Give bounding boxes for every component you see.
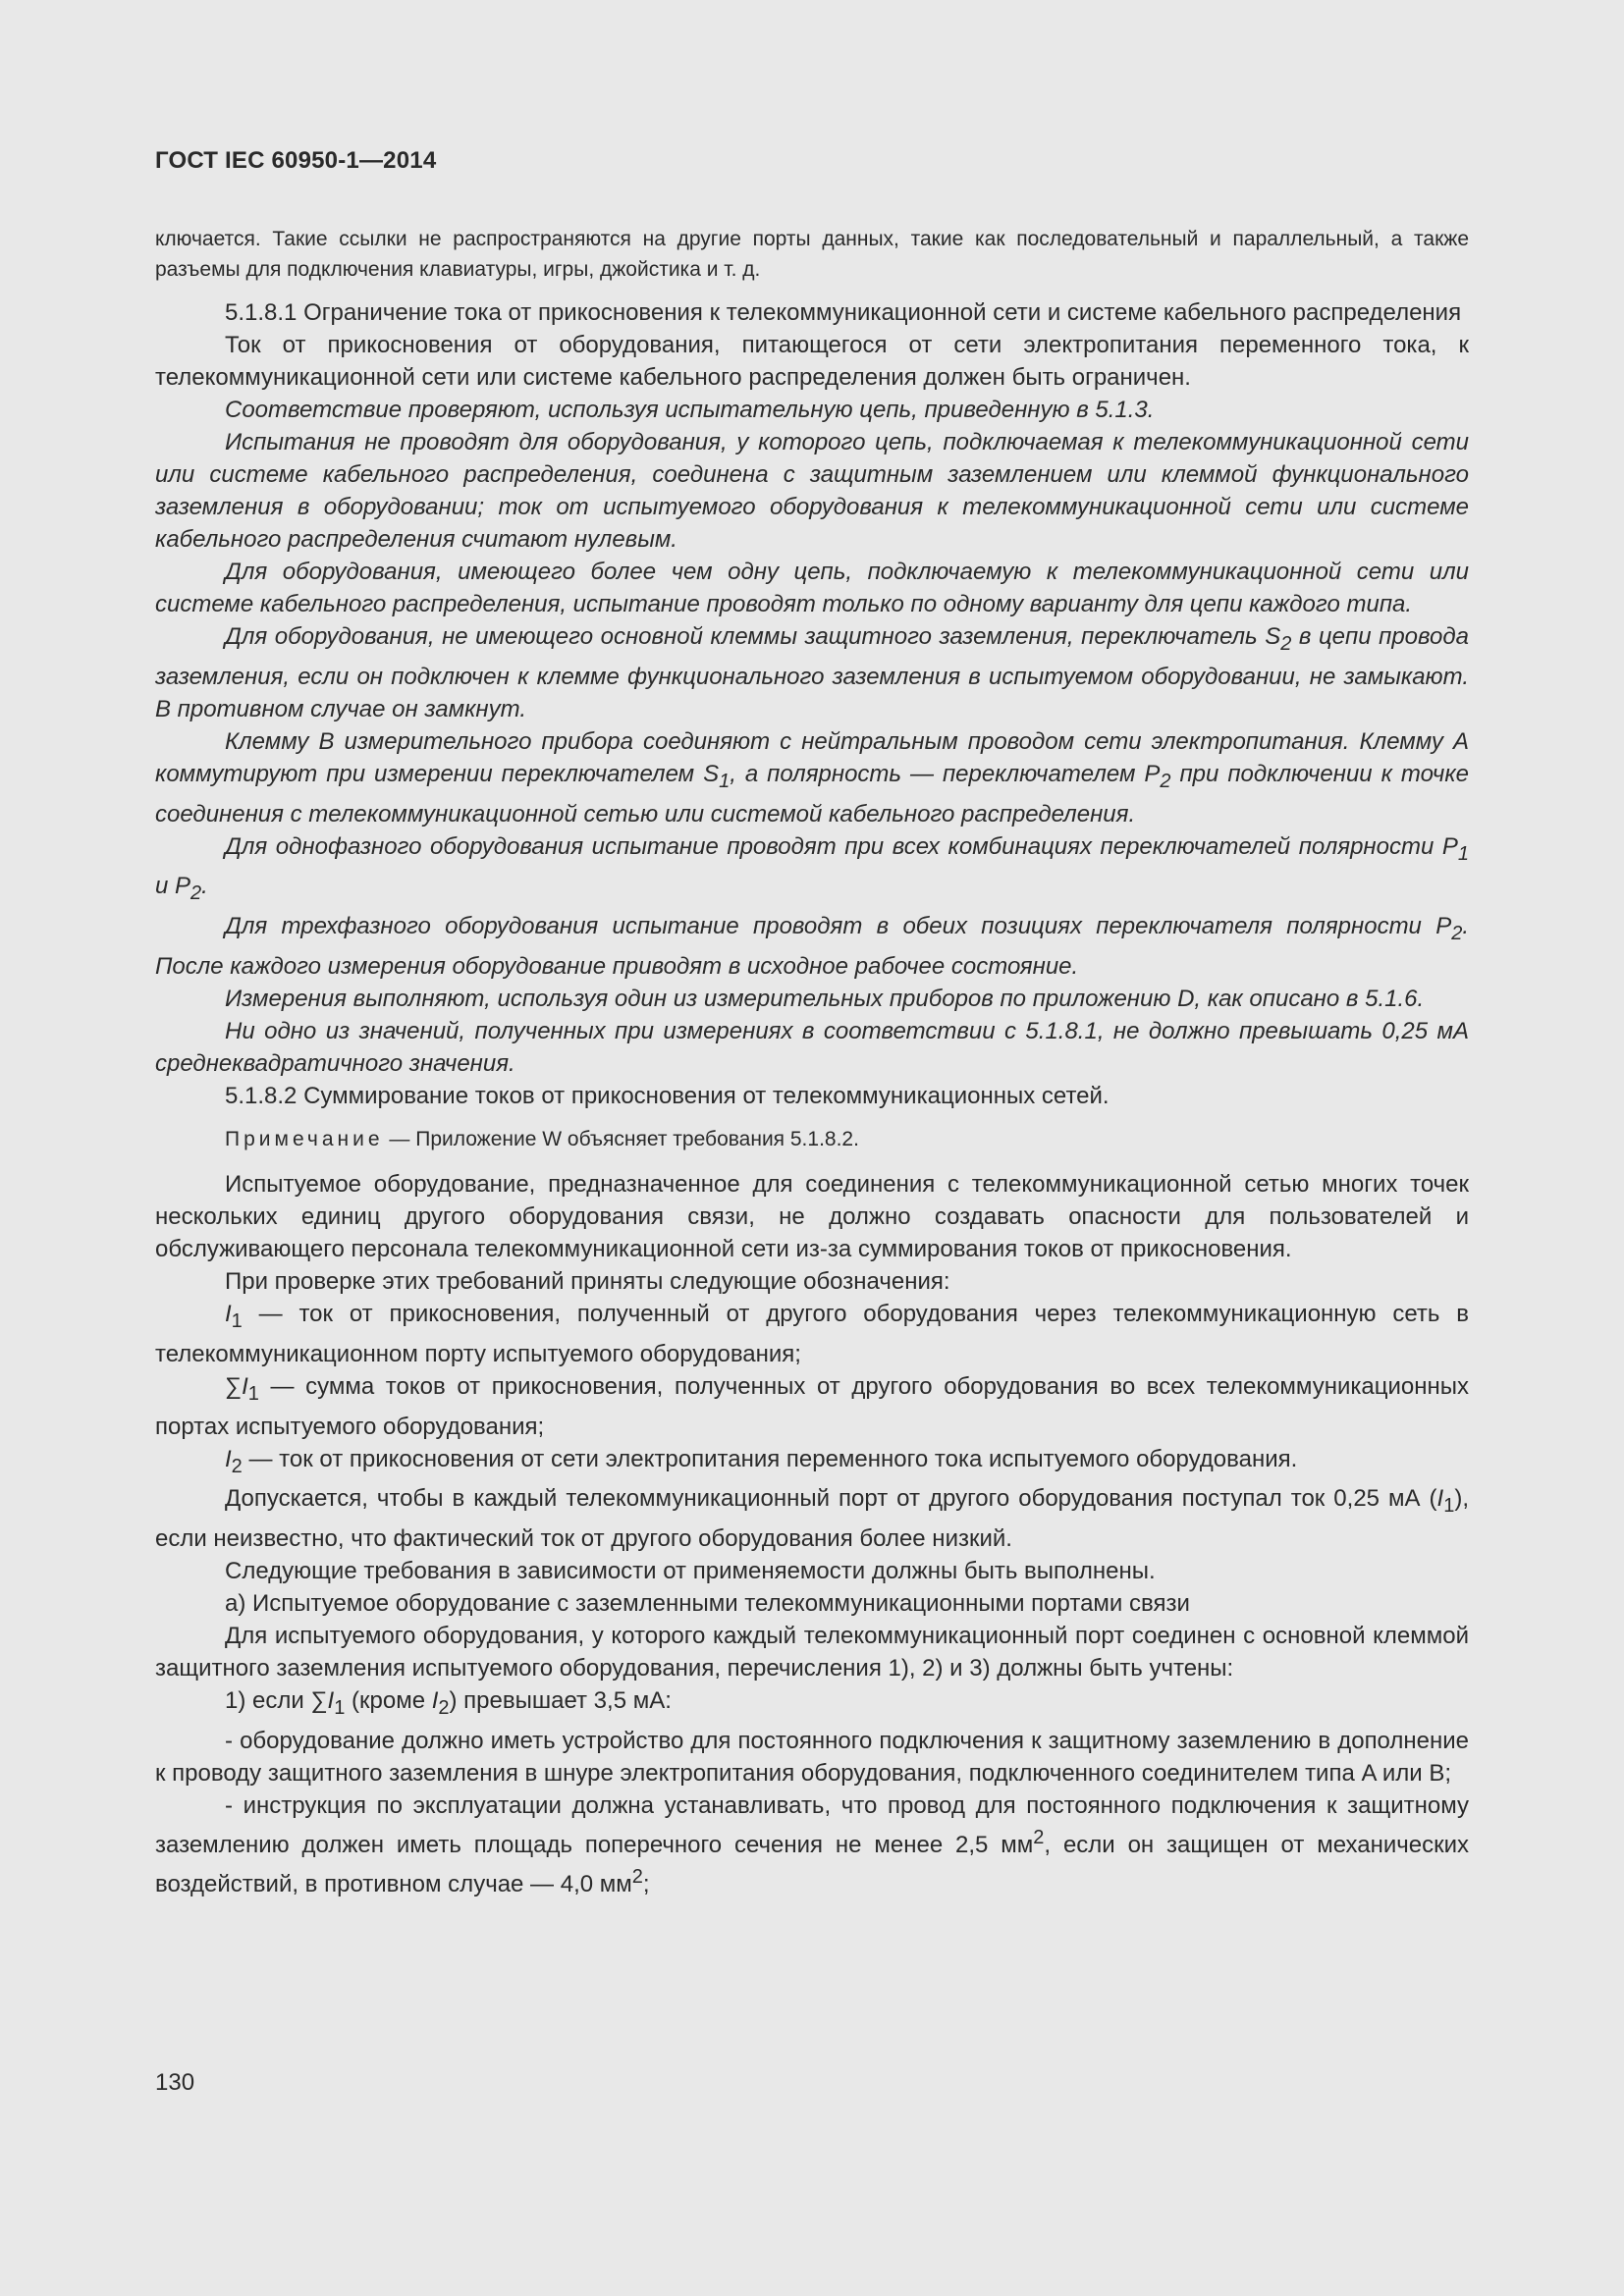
paragraph: a) Испытуемое оборудование с заземленными телекоммуникационными портами связи bbox=[225, 1590, 1190, 1618]
paragraph: Допускается, чтобы в каждый телекоммуникационный порт от другого оборудования поступал ток 0,25 мА $(I_1)$, если неизвестно, что фактический ток от другого оборудования более низкий. bbox=[155, 1485, 1469, 1553]
bullet-item: - оборудование должно иметь устройство для постоянного подключения к защитному заземлению в дополнение к проводу защитного заземления в шнуре электропитания оборудования, подключенного соединителем типа A или B; bbox=[155, 1727, 1469, 1787]
paragraph: Для трехфазного оборудования испытание проводят в обеих позициях переключателя полярности $P_2$. После каждого измерения оборудование приводят в исходное рабочее состояние. bbox=[155, 913, 1469, 980]
definition-sum-i1: $\sum I_1$ — сумма токов от прикосновения, полученных от другого оборудования во всех телекоммуникационных портах испытуемого оборудования; bbox=[155, 1372, 1469, 1440]
list-item-1: 1) если $\sum I_1$ (кроме $I_2$) превышает 3,5 мА: bbox=[225, 1687, 672, 1719]
paragraph: Клемму B измерительного прибора соединяют с нейтральным проводом сети электропитания. Клемму A коммутируют при измерении переключателем $S_1$, а полярность — переключателем $P_2$ при подключении к точке соединения с телекоммуникационной сетью или системой кабельного распределения. bbox=[155, 727, 1469, 828]
paragraph: Испытания не проводят для оборудования, у которого цепь, подключаемая к телекоммуникационной сети или системе кабельного распределения, соединена с защитным заземлением или клеммой функционального заземления в оборудовании; ток от испытуемого оборудования к телекоммуникационной сети или системе кабельного распределения считают нулевым. bbox=[155, 429, 1469, 553]
definition-i1: $I_1$ — ток от прикосновения, полученный от другого оборудования через телекоммуникационную сеть в телекоммуникационном порту испытуемого оборудования; bbox=[155, 1300, 1469, 1367]
paragraph: Для испытуемого оборудования, у которого каждый телекоммуникационный порт соединен с основной клеммой защитного заземления испытуемого оборудования, перечисления 1), 2) и 3) должны быть учтены: bbox=[155, 1623, 1469, 1682]
page-number: 130 bbox=[155, 2069, 195, 2096]
paragraph: Следующие требования в зависимости от применяемости должны быть выполнены. bbox=[225, 1558, 1156, 1585]
paragraph: Ни одно из значений, полученных при измерениях в соответствии с 5.1.8.1, не должно превышать 0,25 мА среднеквадратичного значения. bbox=[155, 1017, 1469, 1077]
paragraph: Для оборудования, не имеющего основной клеммы защитного заземления, переключатель $S_2$ в цепи провода заземления, если он подключен к клемме функционального заземления в испытуемом оборудовании, не замыкают. В противном случае он замкнут. bbox=[155, 623, 1469, 722]
paragraph: При проверке этих требований приняты следующие обозначения: bbox=[225, 1267, 950, 1295]
paragraph: Для оборудования, имеющего более чем одну цепь, подключаемую к телекоммуникационной сети или системе кабельного распределения, испытание проводят только по одному варианту для цепи каждого типа. bbox=[155, 559, 1469, 617]
intro-paragraph: ключается. Такие ссылки не распространяются на другие порты данных, такие как последовательный и параллельный, а также разъемы для подключения клавиатуры, игры, джойстика и т. д. bbox=[155, 228, 1469, 281]
note: Примечание — Приложение W объясняет требования 5.1.8.2. bbox=[225, 1127, 859, 1150]
section-5-1-8-2-heading: 5.1.8.2 Суммирование токов от прикосновения от телекоммуникационных сетей. bbox=[225, 1082, 1110, 1109]
paragraph: Испытуемое оборудование, предназначенное для соединения с телекоммуникационной сетью многих точек нескольких единиц другого оборудования связи, не должно создавать опасности для пользователей и обслуживающего персонала телекоммуникационной сети из-за суммирования токов от прикосновения. bbox=[155, 1170, 1469, 1262]
note-label: Примечание bbox=[225, 1127, 384, 1150]
paragraph: Ток от прикосновения от оборудования, питающегося от сети электропитания переменного тока, к телекоммуникационной сети или системе кабельного распределения должен быть ограничен. bbox=[155, 332, 1469, 391]
paragraph: Для однофазного оборудования испытание проводят при всех комбинациях переключателей полярности $P_1$ и $P_2$. bbox=[155, 832, 1469, 905]
page-content bbox=[155, 224, 1469, 1900]
paragraph: Соответствие проверяют, используя испытательную цепь, приведенную в 5.1.3. bbox=[225, 397, 1155, 423]
bullet-item: - инструкция по эксплуатации должна устанавливать, что провод для постоянного подключения к защитному заземлению должен иметь площадь поперечного сечения не менее 2,5 $мм^2$, если он защищен от механических воздействий, в противном случае — 4,0 $мм^2$; bbox=[155, 1791, 1470, 1897]
paragraph: Измерения выполняют, используя один из измерительных приборов по приложению D, как описано в 5.1.6. bbox=[225, 985, 1425, 1012]
section-5-1-8-1-heading: 5.1.8.1 Ограничение тока от прикосновения к телекоммуникационной сети и системе кабельного распределения bbox=[225, 299, 1462, 326]
document-header: ГОСТ IEC 60950-1—2014 bbox=[155, 147, 437, 174]
definition-i2: $I_2$ — ток от прикосновения от сети электропитания переменного тока испытуемого оборудования. bbox=[225, 1445, 1298, 1477]
